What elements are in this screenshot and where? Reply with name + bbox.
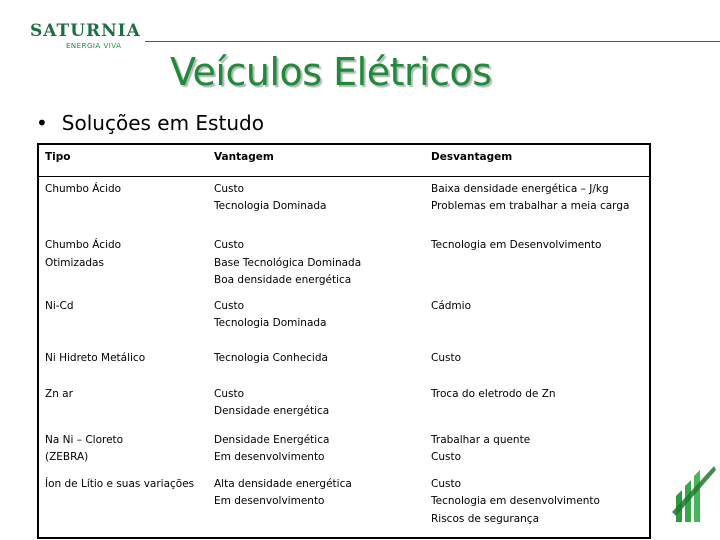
table-row [38, 233, 650, 294]
cell-tipo [38, 176, 208, 233]
cell-desvantagem [425, 294, 650, 346]
table-header-row [38, 144, 650, 176]
cell-vantagem [208, 233, 425, 294]
slide-title: Veículos Elétricos [170, 50, 492, 94]
comparison-table [37, 143, 651, 539]
header-tipo: Tipo [45, 151, 71, 163]
cell-tipo [38, 233, 208, 294]
brand-tagline: ENERGIA VIVA [66, 42, 122, 50]
table-row [38, 472, 650, 538]
cell-line: Íon de Lítio e suas variações [45, 477, 195, 490]
cell-line: Densidade Energética [214, 433, 330, 446]
cell-line: Na Ni – Cloreto [45, 433, 124, 446]
cell-line: Tecnologia em desenvolvimento [431, 495, 600, 507]
header-desvantagem: Desvantagem [431, 151, 513, 163]
cell-line: Riscos de segurança [431, 512, 540, 525]
cell-line: Base Tecnológica Dominada [214, 256, 362, 269]
bullet-text: Soluções em Estudo [61, 111, 264, 135]
cell-line: Troca do eletrodo de Zn [431, 387, 556, 400]
cell-tipo [38, 472, 208, 538]
table-row [38, 428, 650, 472]
table-row [38, 382, 650, 428]
cell-desvantagem [425, 233, 650, 294]
cell-line: Trabalhar a quente [431, 433, 531, 446]
cell-vantagem [208, 428, 425, 472]
table-row [38, 346, 650, 382]
cell-line: Tecnologia Dominada [214, 317, 327, 329]
cell-line: Baixa densidade energética – J/kg [431, 182, 609, 195]
cell-line: Alta densidade energética [214, 477, 352, 490]
cell-line: Custo [431, 477, 461, 490]
cell-line: (ZEBRA) [45, 451, 89, 463]
cell-line: Em desenvolvimento [214, 495, 325, 507]
brand-name: SATURNIA [30, 21, 141, 41]
cell-line: Cádmio [431, 299, 472, 312]
cell-vantagem [208, 176, 425, 233]
cell-vantagem [208, 346, 425, 382]
cell-line: Boa densidade energética [214, 274, 352, 286]
cell-desvantagem [425, 382, 650, 428]
bullet-item [36, 111, 264, 135]
cell-line: Custo [214, 239, 244, 251]
header-vantagem: Vantagem [214, 151, 274, 163]
cell-line: Chumbo Ácido [45, 182, 122, 195]
green-bars-decoration [666, 462, 720, 522]
cell-tipo [38, 382, 208, 428]
brand-logo [30, 22, 141, 50]
cell-desvantagem [425, 428, 650, 472]
cell-line: Custo [214, 299, 244, 312]
cell-line: Otimizadas [45, 256, 104, 269]
cell-vantagem [208, 294, 425, 346]
cell-line: Problemas em trabalhar a meia carga [431, 200, 630, 212]
cell-line: Tecnologia Dominada [214, 200, 327, 212]
deco-bar-3 [694, 470, 700, 522]
cell-desvantagem [425, 176, 650, 233]
cell-line: Ni Hidreto Metálico [45, 351, 146, 364]
cell-line: Zn ar [45, 387, 73, 400]
header-rule [145, 41, 720, 42]
cell-line: Chumbo Ácido [45, 239, 122, 251]
cell-tipo [38, 346, 208, 382]
table-row [38, 176, 650, 233]
cell-line: Tecnologia Conhecida [214, 351, 328, 364]
cell-line: Custo [431, 451, 461, 463]
cell-line: Densidade energética [214, 405, 330, 417]
table-row [38, 294, 650, 346]
cell-tipo [38, 428, 208, 472]
cell-line: Custo [431, 351, 461, 364]
cell-line: Tecnologia em Desenvolvimento [431, 239, 602, 251]
cell-vantagem [208, 472, 425, 538]
cell-line: Ni-Cd [45, 299, 74, 312]
cell-desvantagem [425, 472, 650, 538]
cell-desvantagem [425, 346, 650, 382]
cell-vantagem [208, 382, 425, 428]
bullet-dot-icon: • [36, 111, 48, 135]
cell-line: Custo [214, 387, 244, 400]
cell-line: Em desenvolvimento [214, 451, 325, 463]
cell-tipo [38, 294, 208, 346]
cell-line: Custo [214, 182, 244, 195]
